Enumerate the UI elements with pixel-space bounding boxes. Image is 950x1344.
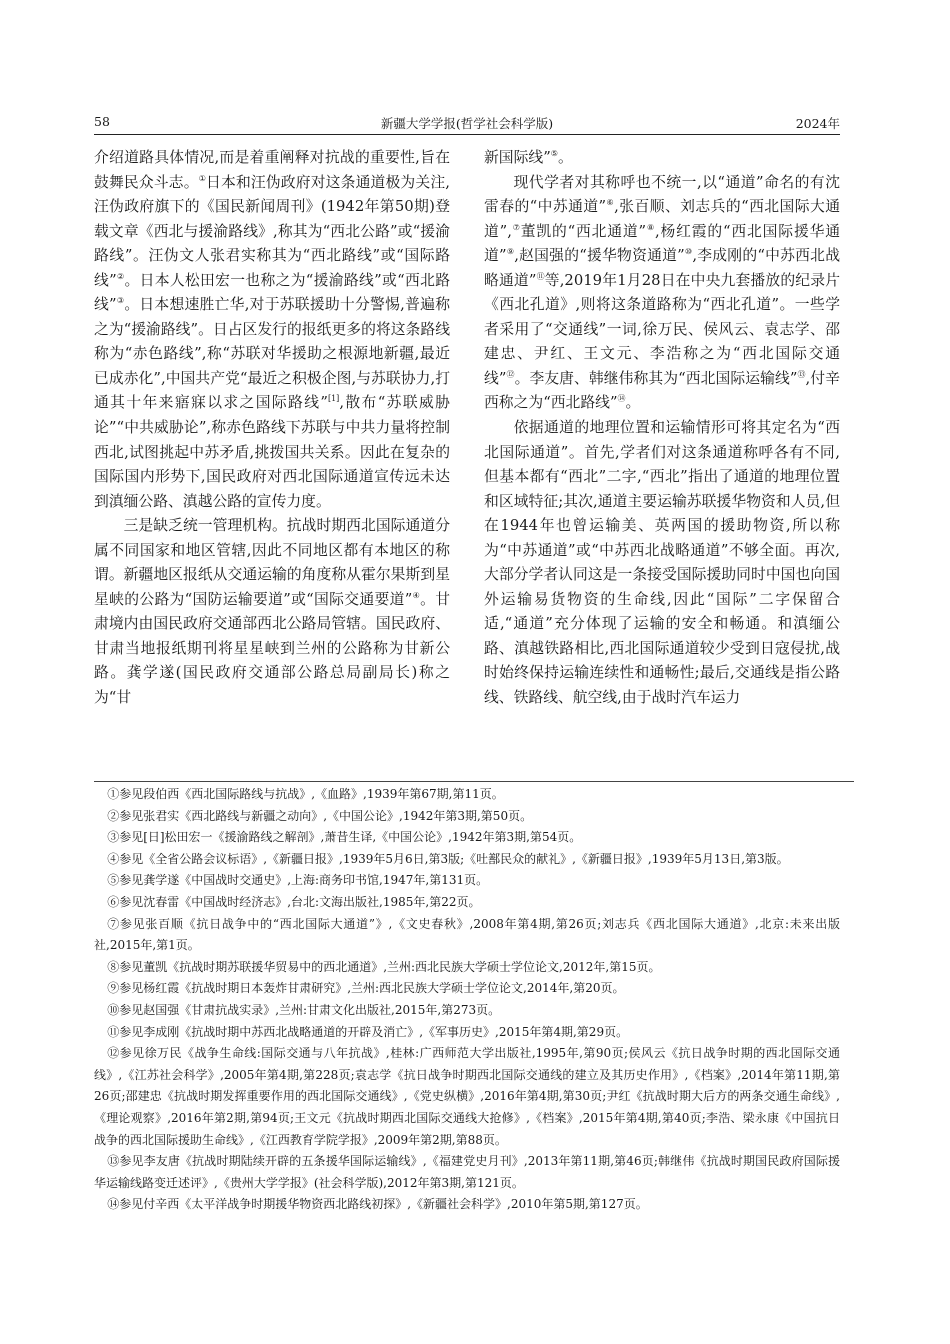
text-run: ,散布“苏联威胁论”“中共威胁论”,称赤色路线下苏联与中共力量将控制西北,试图挑起中苏矛盾,挑拨国共关系。因此在复杂的国际国内形势下,国民政府对西北国际通道宣传远未达到滇缅公路、滇越公路的宣传力度。 (94, 394, 450, 510)
text-run: 日本和汪伪政府对这条通道极为关注,汪伪政府旗下的《国民新闻周刊》(1942年第50期)登载文章《西北与援渝路线》,称其为“西北公路”或“援渝路线”。汪伪文人张君实称其为“西北路线”或“国际路线” (94, 173, 450, 289)
text-run: 三是缺乏统一管理机构。抗战时期西北国际通道分属不同国家和地区管辖,因此不同地区都有本地区的称谓。新疆地区报纸从交通运输的角度称从霍尔果斯到星星峡的公路为“国防运输要道”或“国际交通要道” (94, 517, 450, 608)
footnote-marker[interactable]: ④ (412, 590, 421, 600)
text-run: 。 (557, 149, 573, 166)
journal-title: 新疆大学学报(哲学社会科学版) (380, 116, 554, 131)
footnote-marker[interactable]: ③ (116, 296, 125, 306)
paragraph (94, 146, 450, 514)
text-run: 董凯的“西北通道” (520, 222, 647, 240)
left-column (94, 146, 450, 711)
footnote: ①参见段伯西《西北国际路线与抗战》,《血路》,1939年第67期,第11页。 (107, 787, 504, 801)
footnote-divider (94, 781, 854, 782)
footnote: ⑥参见沈春雷《中国战时经济志》,台北:文海出版社,1985年,第22页。 (107, 894, 481, 909)
text-run: 。 (625, 394, 641, 412)
text-run: ,张百顺、刘志兵的“西北国际大通道”, (484, 198, 840, 240)
footnote: ④参见《全省公路会议标语》,《新疆日报》,1939年5月6日,第3版;《吐鄯民众的献礼》,《新疆日报》,1939年5月13日,第3版。 (107, 851, 789, 866)
footnote: ⑫参见徐万民《战争生命线:国际交通与八年抗战》,桂林:广西师范大学出版社,1995年,第90页;侯风云《抗日战争时期的西北国际交通线》,《江苏社会科学》,2005年第4期,第228页;袁志学《抗日战争时期西北国际交通线的建立及其历史作用》,《档案》,2014年第11期,第26页;邵建忠《抗战时期发挥重要作用的西北国际交通线》,《党史纵横》,2016年第4期,第30页;尹红《抗战时期大后方的两条交通生命线》,《理论观察》,2016年第2期,第94页;王文元《抗战时期西北国际交通线大抢修》,《档案》,2015年第4期,第40页;李浩、梁永康《中国抗日战争的西北国际援助生命线》,《江西教育学院学报》,2009年第2期,第88页。 (94, 1046, 840, 1147)
footnote: ⑬参见李友唐《抗战时期陆续开辟的五条援华国际运输线》,《福建党史月刊》,2013年第11期,第46页;韩继伟《抗战时期国民政府国际援华运输线路变迁述评》,《贵州大学学报》(社会科学版),2012年第3期,第121页。 (94, 1154, 840, 1190)
footnote: ②参见张君实《西北路线与新疆之动向》,《中国公论》,1942年第3期,第50页。 (107, 808, 533, 823)
paragraph (484, 171, 840, 416)
footnote-marker[interactable]: ⑥ (606, 198, 615, 208)
footnote-marker[interactable]: ② (116, 271, 125, 281)
text-run: 介绍道路具体情况,而是着重阐释对抗战的重要性,旨在鼓舞民众斗志。 (94, 149, 450, 191)
footnote: ⑤参见龚学遂《中国战时交通史》,上海:商务印书馆,1947年,第131页。 (107, 873, 489, 888)
text-run: 新国际线” (484, 149, 551, 166)
footnote-marker[interactable]: ⑭ (617, 394, 626, 404)
paragraph (94, 514, 450, 710)
text-run: ,杨红霞的“西北国际援华通道” (484, 222, 840, 265)
footnote: ③参见[日]松田宏一《援渝路线之解剖》,萧昔生译,《中国公论》,1942年第3期,第54页。 (107, 830, 582, 845)
footnote-marker[interactable]: ⑩ (684, 247, 693, 257)
text-run: 。日本想速胜亡华,对于苏联援助十分警惕,普遍称之为“援渝路线”。日占区发行的报纸更多的将这条路线称为“赤色路线”,称“苏联对华援助之根源地新疆,最近已成赤化”,中国共产党“最近之积极企图,与苏联协力,打通其十年来寤寐以求之国际路线” (94, 296, 450, 412)
footnote-marker[interactable]: ⑨ (506, 247, 515, 257)
running-header (94, 112, 840, 135)
footnote-marker[interactable]: ① (198, 173, 207, 183)
footnote: ⑭参见付辛西《太平洋战争时期援华物资西北路线初探》,《新疆社会科学》,2010年第5期,第127页。 (107, 1197, 648, 1212)
footnote-marker[interactable]: ⑦ (511, 222, 521, 232)
text-run: 。李友唐、韩继伟称其为“西北国际运输线” (514, 369, 798, 387)
footnote-marker[interactable]: ⑫ (506, 369, 515, 379)
footnote-marker[interactable]: ⑧ (646, 222, 655, 232)
page-number: 58 (94, 114, 110, 129)
footnote: ⑦参见张百顺《抗日战争中的“西北国际大通道”》,《文史春秋》,2008年第4期,第26页;刘志兵《西北国际大通道》,北京:未来出版社,2015年,第1页。 (94, 916, 840, 953)
footnotes (94, 784, 840, 1216)
footnote: ⑪参见李成刚《抗战时期中苏西北战略通道的开辟及消亡》,《军事历史》,2015年第4期,第29页。 (107, 1024, 629, 1039)
text-run: 等,2019年1月28日在中央九套播放的纪录片《西北孔道》,则将这条道路称为“西北孔道”。一些学者采用了“交通线”一词,徐万民、侯风云、袁志学、邵建忠、尹红、王文元、李浩称之为“西北国际交通线” (484, 271, 841, 387)
text-run: 。甘肃境内由国民政府交通部西北公路局管辖。国民政府、甘肃当地报纸期刊将星星峡到兰州的公路称为甘新公路。龚学遂(国民政府交通部公路总局副局长)称之为“甘 (94, 590, 450, 707)
footnote: ⑩参见赵国强《甘肃抗战实录》,兰州:甘肃文化出版社,2015年,第273页。 (107, 1002, 501, 1017)
footnote-marker[interactable]: ⑤ (550, 149, 558, 158)
text-run: 现代学者对其称呼也不统一,以“通道”命名的有沈雷春的“中苏通道” (484, 173, 840, 216)
paragraph: 依据通道的地理位置和运输情形可将其定名为“西北国际通道”。首先,学者们对这条通道称呼各有不同,但基本都有“西北”二字,“西北”指出了通道的地理位置和区域特征;其次,通道主要运输苏联援华物资和人员,但在1944年也曾运输美、英两国的援助物资,所以称为“中苏通道”或“中苏西北战略通道”不够全面。再次,大部分学者认同这是一条接受国际援助同时中国也向国外运输易货物资的生命线,因此“国际”二字保留合适,“通道”充分体现了运输的安全和畅通。和滇缅公路、滇越铁路相比,西北国际通道较少受到日寇侵扰,战时始终保持运输连续性和通畅性;最后,交通线是指公路线、铁路线、航空线,由于战时汽车运力 (484, 419, 840, 707)
text-run: ,赵国强的“援华物资通道” (514, 247, 685, 265)
footnote-marker[interactable]: ⑬ (797, 369, 806, 379)
footnote-marker[interactable]: ⑪ (536, 271, 545, 281)
right-column (484, 146, 840, 711)
paragraph (484, 146, 840, 171)
footnote: ⑨参见杨红霞《抗战时期日本轰炸甘肃研究》,兰州:西北民族大学硕士学位论文,2014年,第20页。 (107, 981, 625, 996)
footnote: ⑧参见董凯《抗战时期苏联援华贸易中的西北通道》,兰州:西北民族大学硕士学位论文,2012年,第15页。 (107, 959, 661, 974)
publication-year: 2024年 (795, 116, 840, 131)
text-run: 。日本人松田宏一也称之为“援渝路线”或“西北路线” (94, 271, 450, 314)
reference-marker[interactable]: [1] (327, 394, 340, 404)
text-run: ,付辛西称之为“西北路线” (484, 369, 840, 412)
text-run: ,李成刚的“中苏西北战略通道” (484, 247, 840, 289)
